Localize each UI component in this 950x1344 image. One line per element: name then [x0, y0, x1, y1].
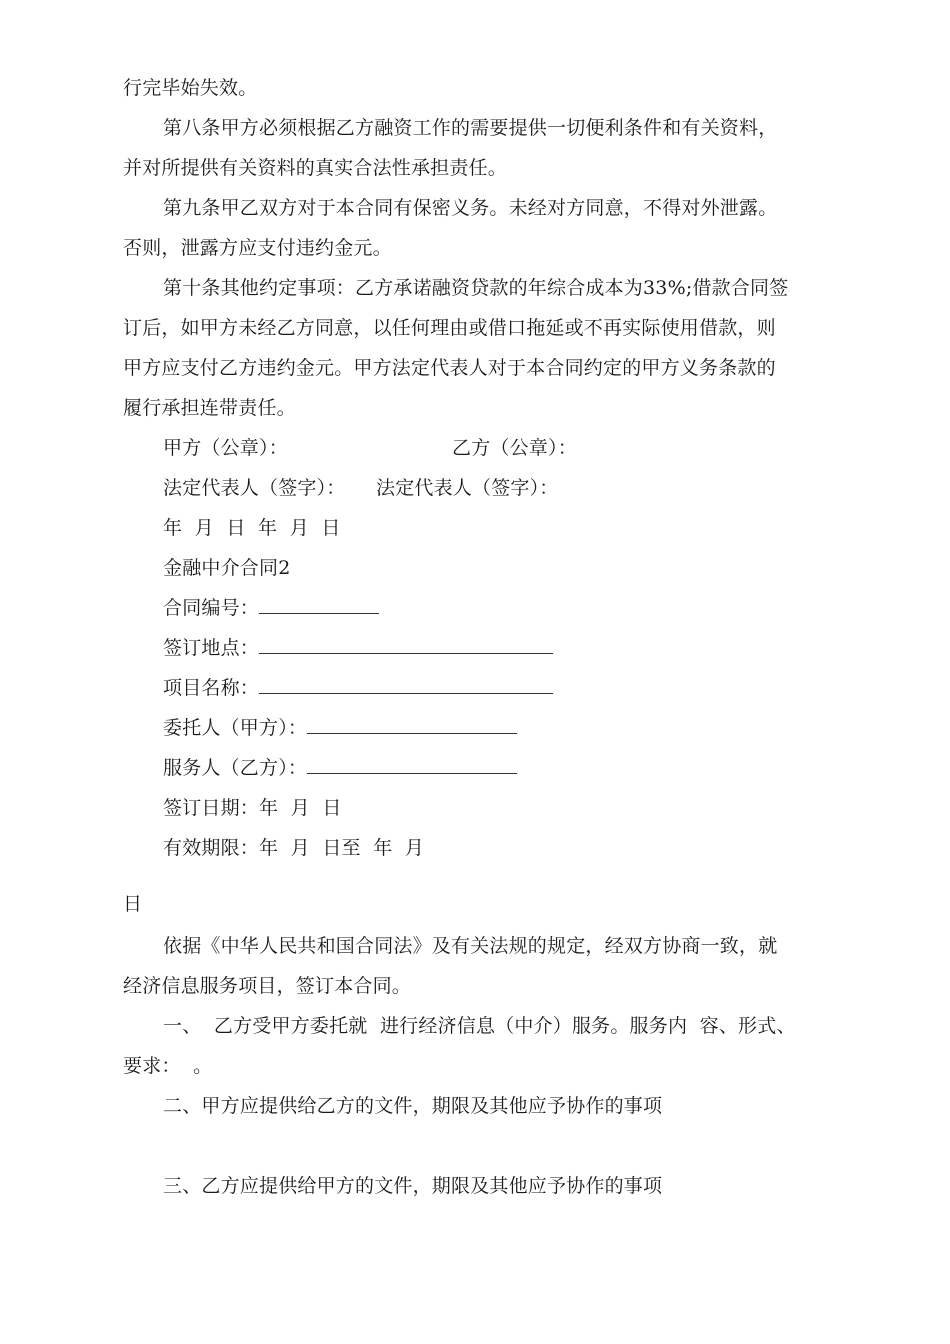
server-row [163, 756, 517, 780]
valid-period-tail: 日 [123, 893, 143, 915]
client-blank [307, 716, 517, 734]
item-2: 二、甲方应提供给乙方的文件，期限及其他应予协作的事项 [163, 1095, 663, 1117]
sign-date: 签订日期：年 月 日 [163, 797, 342, 819]
contract-number-blank [259, 596, 379, 614]
text-line: 第八条甲方必须根据乙方融资工作的需要提供一切便利条件和有关资料， [163, 117, 778, 139]
text-line: 行完毕始失效。 [123, 77, 258, 99]
text-line: 第十条其他约定事项：乙方承诺融资贷款的年综合成本为33%;借款合同签 [163, 277, 789, 299]
signature-party-b: 乙方（公章）： [452, 437, 577, 459]
contract2-title: 金融中介合同2 [163, 557, 291, 579]
signature-rep-a: 法定代表人（签字）： [163, 477, 346, 499]
project-name-row [163, 676, 553, 700]
server-label: 服务人（乙方）： [163, 757, 308, 779]
text-line: 第九条甲乙双方对于本合同有保密义务。未经对方同意，不得对外泄露。 [163, 197, 778, 219]
signature-party-a: 甲方（公章）： [163, 437, 288, 459]
item-1-line: 要求： 。 [123, 1055, 213, 1077]
paragraph-line: 经济信息服务项目，签订本合同。 [123, 975, 412, 997]
sign-place-label: 签订地点： [163, 637, 260, 659]
client-label: 委托人（甲方）： [163, 717, 308, 739]
project-name-blank [259, 676, 553, 694]
item-3: 三、乙方应提供给甲方的文件，期限及其他应予协作的事项 [163, 1175, 663, 1197]
sign-place-row [163, 636, 553, 660]
valid-period: 有效期限：年 月 日至 年 月 [163, 837, 425, 859]
text-line: 并对所提供有关资料的真实合法性承担责任。 [123, 157, 508, 179]
signature-date-line: 年 月 日 年 月 日 [163, 517, 341, 539]
contract-number-label: 合同编号： [163, 597, 260, 619]
paragraph-line: 依据《中华人民共和国合同法》及有关法规的规定，经双方协商一致，就 [163, 935, 778, 957]
sign-place-blank [259, 636, 553, 654]
contract-number-row [163, 596, 379, 620]
text-line: 甲方应支付乙方违约金元。甲方法定代表人对于本合同约定的甲方义务条款的 [123, 357, 776, 379]
text-line: 履行承担连带责任。 [123, 397, 296, 419]
text-line: 否则，泄露方应支付违约金元。 [123, 237, 392, 259]
client-row [163, 716, 517, 740]
project-name-label: 项目名称： [163, 677, 260, 699]
item-1-line: 一、 乙方受甲方委托就 进行经济信息（中介）服务。服务内 容、形式、 [163, 1015, 796, 1037]
text-line: 订后，如甲方未经乙方同意，以任何理由或借口拖延或不再实际使用借款，则 [123, 317, 776, 339]
signature-rep-b: 法定代表人（签字）： [376, 477, 559, 499]
server-blank [307, 756, 517, 774]
